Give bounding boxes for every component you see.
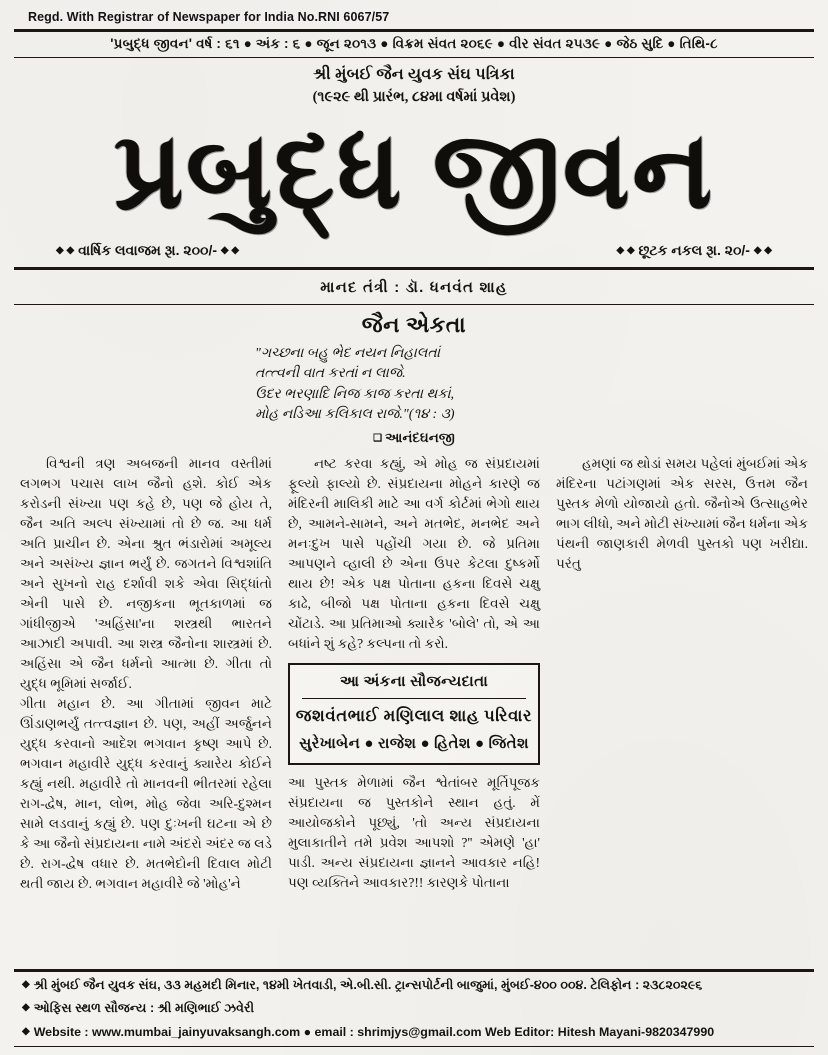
footer-office-courtesy-line xyxy=(14,995,814,1019)
paragraph: હમણાં જ થોડાં સમય પહેલાં મુંબઈમાં એક મંદિરના પટાંગણમાં એક સરસ, ઉત્તમ જૈન પુસ્તક મેળો યોજાયો હતો. જૈનોએ ઉત્સાહભેર ભાગ લીધો, અને મોટી સંખ્યામાં જૈન ધર્મના એક પંથની જાણકારી મેળવી પુસ્તકો પણ ખરીદ્યા. પરંતુ xyxy=(556,456,808,572)
paragraph: વિશ્વની ત્રણ અબજની માનવ વસ્તીમાં લગભગ પચાસ લાખ જૈનો હશે. કોઈ એક કરોડની સંખ્યા પણ કહે છે, પણ જે હોય તે, જૈન અતિ અલ્પ સંખ્યામાં તો છે જ. આ ધર્મ અતિ પ્રાચીન છે. એના શ્રુત ભંડારોમાં અમૂલ્ય અને અસંખ્ય જ્ઞાન ભર્યું છે. જગતને વિશ્વશાંતિ અને સુખનો રાહ દર્શાવી શકે એવા સિદ્ધાંતો એની પાસે છે. નજીકના ભૂતકાળમાં જ ગાંધીજીએ 'અહિંસા'ના શસ્ત્રથી ભારતને આઝાદી અપાવી. આ શસ્ત્ર જૈનોના શાસ્ત્રમાં છે. અહિંસા એ જૈન ધર્મનો આત્મા છે. ગીતા તો યુદ્ધ ભૂમિમાં સર્જાઈ. xyxy=(20,456,272,691)
single-copy-price xyxy=(616,242,772,259)
diamond-icon: ◆ xyxy=(22,1002,30,1014)
footer-web-line[interactable] xyxy=(14,1019,814,1042)
masthead-subtitle-2: (૧૯૨૯ થી પ્રારંભ, ૮૪મા વર્ષમાં પ્રવેશ) xyxy=(312,89,516,105)
registrar-line: Regd. With Registrar of Newspaper for India No.RNI 6067/57 xyxy=(28,10,390,24)
footer-address-text: શ્રી મુંબઈ જૈન યુવક સંઘ, ૩૩ મહમદી મિનાર, ૧૪મી ખેતવાડી, એ.બી.સી. ટ્રાન્સપોર્ટની બાજુમાં, મુંબઈ-૪૦૦ ૦૦૪. ટેલિફોન : ૨૩૮૨૦૨૯૬ xyxy=(33,977,703,992)
paragraph: ગીતા મહાન છે. આ ગીતામાં જીવન માટે ઊંડાણભર્યું તત્ત્વજ્ઞાન છે. પણ, અહીં અર્જુનને યુદ્ધ કરવાનો આદેશ ભગવાન કૃષ્ણ આપે છે. ભગવાન મહાવીરે યુદ્ધ કરવાનું ક્યારેય કોઈને કહ્યું નથી. મહાવીરે તો માનવની ભીતરમાં રહેલા રાગ-દ્વેષ, માન, લોભ, મોહ જેવા અરિ-દુશ્મન સામે લડવાનું કહ્યું છે. પણ દુઃખની ઘટના એ છે કે આ જૈનો સંપ્રદાયના નામે અંદરો અંદર જ લડે છે. રાગ-દ્વેષ વધાર છે. મતભેદોની દિવાલ મોટી થતી જાય છે. ભગવાન મહાવીરે જે 'મોહ'ને xyxy=(20,695,272,891)
price-row xyxy=(14,242,814,259)
masthead-logo xyxy=(14,108,814,240)
masthead-subtitle-1: શ્રી મુંબઈ જૈન યુવક સંઘ પત્રિકા xyxy=(313,66,515,83)
diamond-icon: ◆ ◆ xyxy=(753,245,772,256)
issue-info-line: 'પ્રબુદ્ધ જીવન' વર્ષ : ૬૧ ● અંક : ૬ ● જૂન ૨૦૧૩ ● વિક્રમ સંવત ૨૦૬૯ ● વીર સંવત ૨૫૩૯ ● જેઠ સુદિ ● તિથિ-૮ xyxy=(110,36,718,51)
footer-web-text[interactable]: Website : www.mumbai_jainyuvaksangh.com ● email : shrimjys@gmail.com Web Editor: Hitesh Mayani-9820347990 xyxy=(33,1024,715,1039)
verse-line: તત્ત્વની વાત કરતાં ન લાજે. xyxy=(255,366,406,382)
article-column-3 xyxy=(556,454,808,893)
annual-subscription-label: વાર્ષિક લવાજમ રૂા. ૨૦૦/- xyxy=(78,242,218,258)
article-verse xyxy=(249,344,579,425)
masthead-logo-text: પ્રબુદ્ધ જીવન xyxy=(113,112,715,231)
paragraph: આ પુસ્તક મેળામાં જૈન શ્વેતાંબર મૂર્તિપૂજક સંપ્રદાયના જ પુસ્તકોને સ્થાન હતું. મેં આયોજકોને પૂછ્યું, 'તો અન્ય સંપ્રદાયના મુલાકાતીને તમે પ્રવેશ આપશો ?'' એમણે 'હા' પાડી. અન્ય સંપ્રદાયના જ્ઞાનને આવકાર નહિ! પણ વ્યક્તિને આવકાર?!! કારણકે પોતાના xyxy=(288,775,540,891)
diamond-icon: ◆ xyxy=(22,1025,30,1037)
sponsor-heading: આ અંકના સૌજન્યદાતા xyxy=(339,673,489,690)
sponsor-box xyxy=(288,663,540,766)
page-footer xyxy=(14,969,814,1047)
diamond-icon: ◆ xyxy=(22,978,30,990)
footer-divider-bottom xyxy=(14,1046,814,1047)
sponsor-divider xyxy=(302,698,526,699)
diamond-icon: ◆ ◆ xyxy=(56,245,75,256)
divider-under-editor xyxy=(14,304,814,305)
verse-attribution-text: આનંદઘનજી xyxy=(385,430,455,446)
verse-line: મોહ નડિઆ કલિકાલ રાજે."(૧૪ : ૩) xyxy=(255,406,455,422)
diamond-icon: ◆ ◆ xyxy=(220,245,240,256)
square-bullet-icon: ❑ xyxy=(373,433,383,445)
footer-office-courtesy-text: ઓફિસ સ્થળ સૌજન્ય : શ્રી મણિભાઈ ઝવેરી xyxy=(33,1001,255,1016)
article-body xyxy=(14,454,814,893)
single-copy-label: છૂટક નકલ રૂા. ૨૦/- xyxy=(638,242,750,258)
paragraph: નષ્ટ કરવા કહ્યું, એ મોહ જ સંપ્રદાયમાં ફૂલ્યો ફાલ્યો છે. સંપ્રદાયના મોહને કારણે જ મંદિરની માલિકી માટે આ વર્ગ કોર્ટમાં ભેગો થાય છે, આમને-સામને, અને મતભેદ, મનભેદ અને મનઃદુખ પાસે પહોંચી ગયા છે. જે પ્રતિમા આપણને વ્હાલી છે એના ઉપર કેટલા દુષ્કર્મો થાય છે! એક પક્ષ પોતાના હકના દિવસે ચક્ષુ કાઢે, બીજો પક્ષ પોતાના હકના દિવસે ચક્ષુ ચોંટાડે. આ પ્રતિમાઓ ક્યારેક 'બોલે' તો, એ આ બધાંને શું કહે? કલ્પના તો કરો. xyxy=(288,456,540,651)
verse-line: "ગચ્છના બહુ ભેદ નયન નિહાલતાં xyxy=(255,346,441,361)
diamond-icon: ◆ ◆ xyxy=(616,245,635,256)
article-title: જૈન એકતા xyxy=(361,312,467,337)
editor-credit: માનદ તંત્રી : ડૉ. ધનવંત શાહ xyxy=(320,279,508,296)
article-column-1 xyxy=(20,454,272,893)
annual-subscription-price xyxy=(56,242,239,259)
sponsor-members: સુરેખાબેન ● રાજેશ ● હિતેશ ● જિતેશ xyxy=(299,736,529,753)
verse-attribution xyxy=(14,430,814,446)
article-column-2 xyxy=(288,454,540,893)
sponsor-name: જશવંતભાઈ મણિલાલ શાહ પરિવાર xyxy=(295,705,533,725)
verse-line: ઉદર ભરણાદિ નિજ કાજ કરતા થકાં, xyxy=(255,386,454,402)
footer-address-line xyxy=(14,972,814,996)
divider-under-issue xyxy=(14,57,814,58)
